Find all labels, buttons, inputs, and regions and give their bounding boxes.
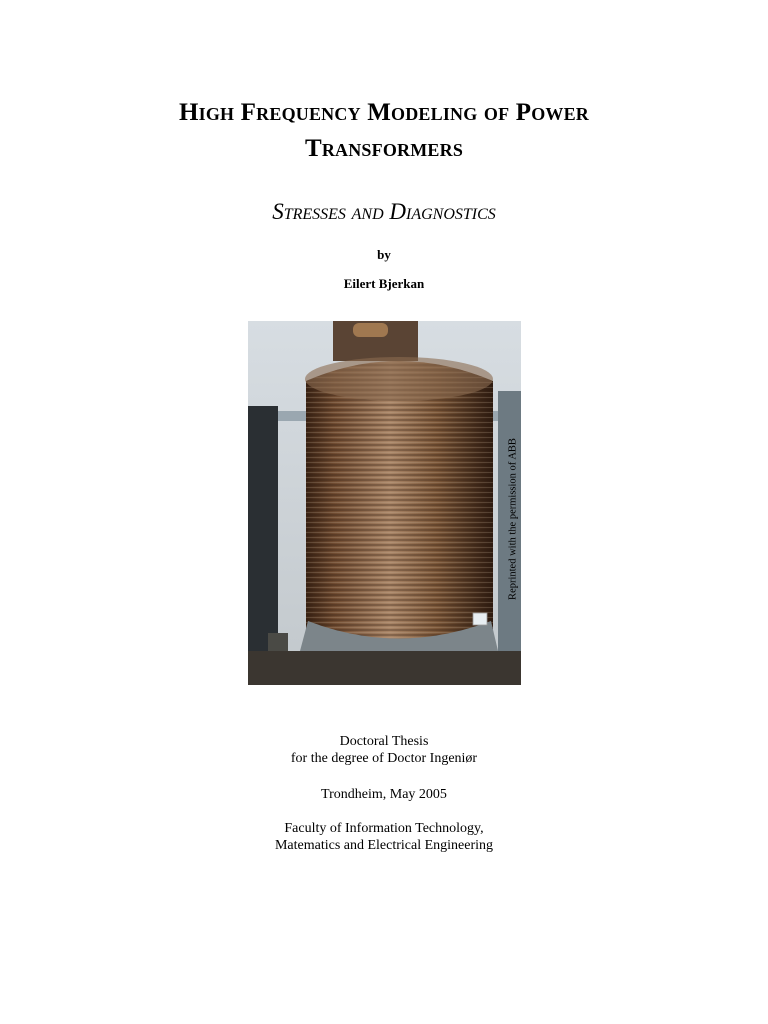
thesis-info [0, 733, 768, 767]
faculty-line-1: Faculty of Information Technology, [284, 821, 484, 836]
by-label: by [377, 247, 391, 262]
place-date: Trondheim, May 2005 [321, 787, 447, 802]
faculty-info [0, 820, 768, 854]
transformer-photo [248, 321, 521, 685]
title-line-2: Transformers [304, 135, 464, 162]
thesis-degree: for the degree of Doctor Ingeniør [290, 751, 478, 766]
photo-credit: Reprinted with the permission of ABB [507, 438, 519, 600]
title-line-1: High Frequency Modeling of Power [178, 99, 590, 126]
transformer-winding-image [248, 321, 521, 685]
thesis-type: Doctoral Thesis [339, 734, 429, 749]
author-name: Eilert Bjerkan [343, 276, 425, 291]
document-title [0, 95, 768, 167]
faculty-line-2: Matematics and Electrical Engineering [274, 838, 494, 853]
document-subtitle: Stresses and Diagnostics [272, 199, 496, 224]
